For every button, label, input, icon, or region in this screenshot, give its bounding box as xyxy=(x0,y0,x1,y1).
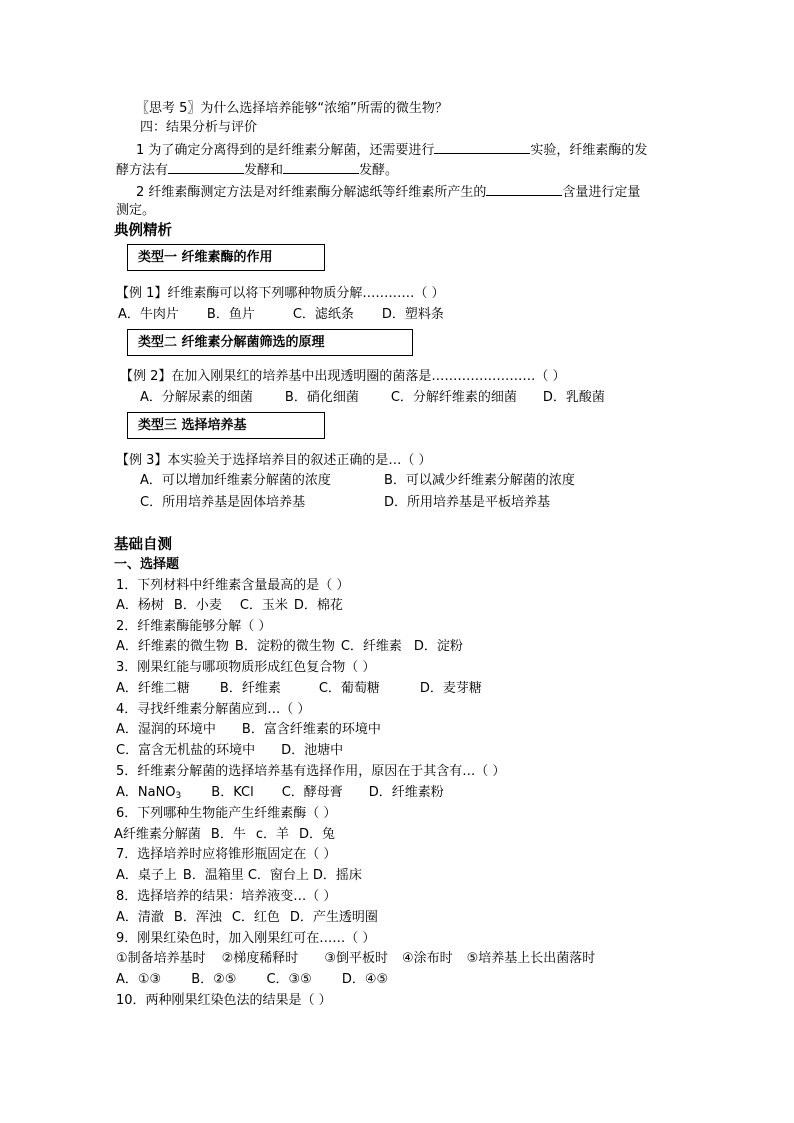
example-3-option-a: A．可以增加纤维素分解菌的浓度 xyxy=(140,473,331,488)
test-question-6: 6．下列哪种生物能产生纤维素酶（ ） xyxy=(116,806,337,821)
option-d: D．塑料条 xyxy=(381,307,444,322)
test-question-2-options xyxy=(116,638,463,656)
option-d: D．纤维素粉 xyxy=(368,785,444,800)
option-d: D．摇床 xyxy=(312,868,362,883)
test-question-1-options xyxy=(116,597,343,615)
step-3: ③倒平板时 xyxy=(324,951,388,966)
test-question-8-options xyxy=(116,909,378,927)
fill-blank xyxy=(283,160,359,174)
option-b: B．②⑤ xyxy=(191,972,237,987)
type-3-box: 类型三 选择培养基 xyxy=(127,412,325,439)
option-d: D．池塘中 xyxy=(281,743,344,758)
test-question-5: 5．纤维素分解菌的选择培养基有选择作用，原因在于其含有…（ ） xyxy=(116,764,506,779)
type-1-box: 类型一 纤维素酶的作用 xyxy=(127,244,325,271)
test-question-3: 3．刚果红能与哪项物质形成红色复合物（ ） xyxy=(116,660,376,675)
type-2-box: 类型二 纤维素分解菌筛选的原理 xyxy=(127,329,413,356)
option-a: A纤维素分解菌 xyxy=(114,827,201,842)
option-c: C．③⑤ xyxy=(266,972,312,987)
result-question-1-line1 xyxy=(136,140,647,160)
test-question-2: 2．纤维素酶能够分解（ ） xyxy=(116,619,272,634)
self-test-heading: 基础自测 xyxy=(114,537,172,553)
test-question-4: 4．寻找纤维素分解菌应到…（ ） xyxy=(116,702,311,717)
subscript: 3 xyxy=(175,791,182,801)
test-question-1: 1．下列材料中纤维素含量最高的是（ ） xyxy=(116,578,350,593)
choice-heading: 一、选择题 xyxy=(114,557,180,572)
option-d: D．淀粉 xyxy=(413,639,463,654)
option-b: B．小麦 xyxy=(173,598,222,613)
option-b: B．淀粉的微生物 xyxy=(234,639,335,654)
example-3-option-b: B．可以减少纤维素分解菌的浓度 xyxy=(384,473,575,488)
test-question-5-options xyxy=(116,784,444,805)
option-c: C．玉米 xyxy=(239,598,288,613)
q2-text-b: 含量进行定量 xyxy=(562,185,641,200)
option-a: A．纤维二糖 xyxy=(116,681,190,696)
option-c: C．纤维素 xyxy=(340,639,402,654)
q1-text-e: 发酵。 xyxy=(359,163,399,178)
option-a: A．桌子上 xyxy=(116,868,177,883)
think-question-5: 〖思考 5〗为什么选择培养能够“浓缩”所需的微生物？ xyxy=(136,101,448,116)
example-1-options xyxy=(118,306,444,324)
option-d: D．乳酸菌 xyxy=(542,390,605,405)
test-question-9: 9．刚果红染色时，加入刚果红可在……（ ） xyxy=(116,931,376,946)
option-d: D．麦芽糖 xyxy=(419,681,482,696)
typical-examples-heading: 典例精析 xyxy=(114,223,172,239)
option-b: B．浑浊 xyxy=(173,910,222,925)
fill-blank xyxy=(434,140,530,154)
test-question-7: 7．选择培养时应将锥形瓶固定在（ ） xyxy=(116,847,337,862)
step-5: ⑤培养基上长出菌落时 xyxy=(466,951,596,966)
option-c: C．窗台上 xyxy=(247,868,309,883)
option-a: A．清澈 xyxy=(116,910,164,925)
q1-text-a: 1 为了确定分离得到的是纤维素分解菌，还需要进行 xyxy=(136,143,435,158)
example-1-question: 【例 1】纤维素酶可以将下列哪种物质分解…………（ ） xyxy=(116,286,445,301)
test-question-9-options xyxy=(116,971,388,989)
test-question-4-options-row2 xyxy=(116,742,343,760)
option-b: B．富含纤维素的环境中 xyxy=(241,722,381,737)
option-a: A．①③ xyxy=(116,972,162,987)
example-3-question: 【例 3】本实验关于选择培养目的叙述正确的是…（ ） xyxy=(116,453,432,468)
test-question-3-options xyxy=(116,680,482,698)
option-a xyxy=(116,785,181,800)
test-question-9-steps xyxy=(116,950,595,968)
step-1: ①制备培养基时 xyxy=(116,951,206,966)
q1-text-d: 发酵和 xyxy=(244,163,284,178)
q1-text-c: 酵方法有 xyxy=(116,163,169,178)
option-c: c．羊 xyxy=(255,827,289,842)
result-question-2-line2: 测定。 xyxy=(116,203,156,218)
example-2-question: 【例 2】在加入刚果红的培养基中出现透明圈的菌落是……………………（ ） xyxy=(120,369,566,384)
option-c: C．酵母膏 xyxy=(281,785,343,800)
option-c: C．分解纤维素的细菌 xyxy=(390,390,517,405)
option-b: B．鱼片 xyxy=(206,307,255,322)
step-2: ②梯度稀释时 xyxy=(221,951,299,966)
option-b: B．硝化细菌 xyxy=(284,390,359,405)
test-question-8: 8．选择培养的结果：培养液变…（ ） xyxy=(116,889,337,904)
example-3-option-d: D．所用培养基是平板培养基 xyxy=(384,495,551,510)
option-a: A．牛肉片 xyxy=(118,307,179,322)
option-d: D．棉花 xyxy=(293,598,343,613)
option-d: D．产生透明圈 xyxy=(289,910,378,925)
section-4-title: 四：结果分析与评价 xyxy=(140,120,258,135)
option-d: D．兔 xyxy=(298,827,335,842)
test-question-10: 10．两种刚果红染色法的结果是（ ） xyxy=(116,993,332,1008)
fill-blank xyxy=(486,182,562,196)
option-c: C．富含无机盐的环境中 xyxy=(116,743,256,758)
option-c: C．葡萄糖 xyxy=(318,681,380,696)
option-b: B．牛 xyxy=(210,827,246,842)
option-d: D．④⑤ xyxy=(341,972,389,987)
option-a-text: A．NaNO xyxy=(116,785,176,800)
example-2-options xyxy=(140,389,605,407)
option-b: B．纤维素 xyxy=(219,681,281,696)
option-c: C．滤纸条 xyxy=(292,307,354,322)
test-question-7-options xyxy=(116,867,362,885)
option-c: C．红色 xyxy=(231,910,280,925)
q2-text-a: 2 纤维素酶测定方法是对纤维素酶分解滤纸等纤维素所产生的 xyxy=(136,185,487,200)
step-4: ④涂布时 xyxy=(401,951,453,966)
result-question-2-line1 xyxy=(136,182,640,202)
option-a: A．杨树 xyxy=(116,598,164,613)
test-question-6-options xyxy=(114,826,335,844)
option-b: B．温箱里 xyxy=(182,868,244,883)
test-question-4-options-row1 xyxy=(116,721,381,739)
option-b: B．KCl xyxy=(211,785,254,800)
result-question-1-line2 xyxy=(116,160,398,180)
fill-blank xyxy=(168,160,244,174)
example-3-option-c: C．所用培养基是固体培养基 xyxy=(140,495,306,510)
option-a: A．湿润的环境中 xyxy=(116,722,216,737)
q1-text-b: 实验，纤维素酶的发 xyxy=(530,143,648,158)
option-a: A．分解尿素的细菌 xyxy=(140,390,253,405)
option-a: A．纤维素的微生物 xyxy=(116,639,229,654)
